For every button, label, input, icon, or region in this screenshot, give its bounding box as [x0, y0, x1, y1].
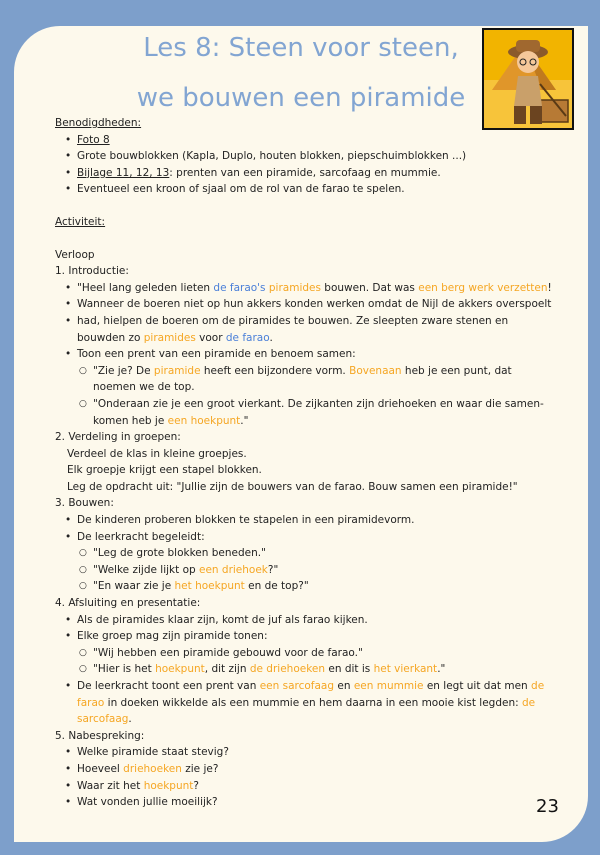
sub-list-item: ○ "Zie je? De piramide heeft een bijzondere vorm. Bovenaan heb je een punt, dat	[55, 363, 555, 380]
lesson-content	[55, 115, 555, 811]
list-item: • Als de piramides klaar zijn, komt de juf als farao kijken.	[55, 612, 555, 629]
sub-list-item: ○ "En waar zie je het hoekpunt en de top?"	[55, 578, 555, 595]
sub-list-item-continued: komen heb je een hoekpunt."	[93, 414, 249, 427]
sub-list-item: ○ "Onderaan zie je een groot vierkant. De zijkanten zijn driehoeken en waar die samen-	[55, 396, 555, 413]
list-item: • De kinderen proberen blokken te stapelen in een piramidevorm.	[55, 512, 555, 529]
materials-item: • Eventueel een kroon of sjaal om de rol van de farao te spelen.	[55, 181, 555, 198]
sub-list-item-continued: noemen we de top.	[93, 381, 195, 394]
section-heading: 4. Afsluiting en presentatie:	[55, 597, 201, 610]
page-number: 23	[536, 796, 559, 817]
list-item: • Waar zit het hoekpunt?	[55, 778, 555, 795]
list-item-continued: • Wanneer de boeren niet op hun akkers konden werken omdat de Nijl de akkers overspoelt	[55, 296, 555, 313]
list-item: • "Heel lang geleden lieten de farao's piramides bouwen. Dat was een berg werk verzetten!	[55, 280, 555, 297]
list-item: • Hoeveel driehoeken zie je?	[55, 761, 555, 778]
list-item-continued: bouwden zo piramides voor de farao.	[77, 331, 273, 344]
list-item-continued: sarcofaag.	[77, 713, 132, 726]
section-heading: 1. Introductie:	[55, 265, 129, 278]
page-title-line-2: we bouwen een piramide	[136, 83, 466, 113]
text-line: Elk groepje krijgt een stapel blokken.	[67, 464, 262, 477]
section-heading: 3. Bouwen:	[55, 497, 114, 510]
section-heading: 5. Nabespreking:	[55, 729, 145, 742]
procedure-label: Verloop	[55, 248, 95, 261]
page-title-line-1: Les 8: Steen voor steen,	[143, 33, 459, 63]
materials-heading: Benodigdheden:	[55, 117, 142, 129]
sub-list-item: ○ "Leg de grote blokken beneden."	[55, 545, 555, 562]
list-item: • Elke groep mag zijn piramide tonen:	[55, 628, 555, 645]
activity-heading: Activiteit:	[55, 215, 106, 228]
sub-list-item: ○ "Wij hebben een piramide gebouwd voor de farao."	[55, 645, 555, 662]
sub-list-item: ○ "Hier is het hoekpunt, dit zijn de driehoeken en dit is het vierkant."	[55, 661, 555, 678]
list-item-continued: • had, hielpen de boeren om de piramides te bouwen. Ze sleepten zware stenen en	[55, 313, 555, 330]
list-item: • De leerkracht toont een prent van een sarcofaag en een mummie en legt uit dat men de	[55, 678, 555, 695]
sub-list-item: ○ "Welke zijde lijkt op een driehoek?"	[55, 562, 555, 579]
list-item: • Toon een prent van een piramide en benoem samen:	[55, 346, 555, 363]
section-heading: 2. Verdeling in groepen:	[55, 431, 181, 444]
list-item: • Wat vonden jullie moeilijk?	[55, 794, 555, 811]
list-item: • Welke piramide staat stevig?	[55, 744, 555, 761]
list-item: • De leerkracht begeleidt:	[55, 529, 555, 546]
list-item-continued: farao in doeken wikkelde als een mummie en hem daarna in een mooie kist legden: de	[77, 696, 536, 709]
materials-item: • Foto 8	[55, 132, 555, 149]
text-line: Verdeel de klas in kleine groepjes.	[67, 447, 247, 460]
text-line: Leg de opdracht uit: "Jullie zijn de bouwers van de farao. Bouw samen een piramide!"	[67, 480, 518, 493]
materials-item: • Grote bouwblokken (Kapla, Duplo, houten blokken, piepschuimblokken ...)	[55, 148, 555, 165]
materials-item: • Bijlage 11, 12, 13: prenten van een piramide, sarcofaag en mummie.	[55, 165, 555, 182]
